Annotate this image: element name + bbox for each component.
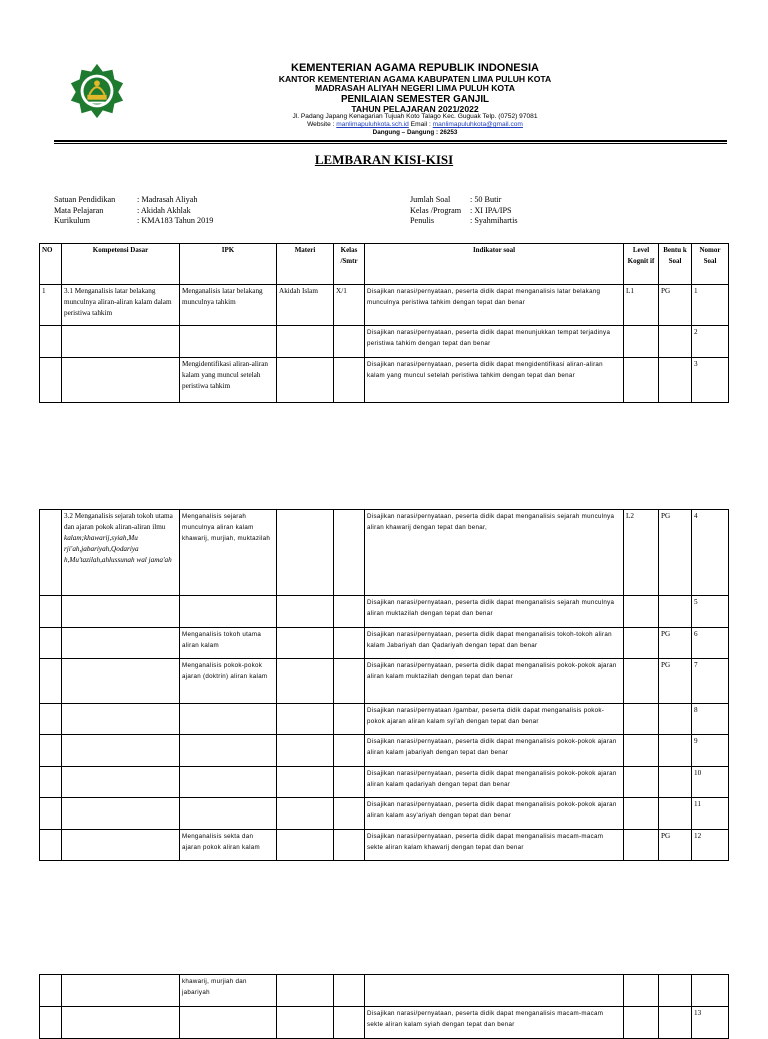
table-header-row xyxy=(40,244,729,285)
table-row: Disajikan narasi/pernyataan, peserta didik dapat menganalisis pokok-pokok ajaran aliran kalam jabariyah dengan tepat dan benar 9 xyxy=(40,735,729,767)
header-school: MADRASAH ALIYAH NEGERI LIMA PULUH KOTA xyxy=(315,83,515,93)
kemenag-logo xyxy=(68,62,126,120)
table-row: Disajikan narasi/pernyataan, peserta didik dapat menganalisis macam-macam sekte aliran kalam syiah dengan tepat dan benar 13 xyxy=(40,1007,729,1039)
table-row: Disajikan narasi/pernyataan, peserta didik dapat menunjukkan tempat terjadinya peristiwa tahkim dengan tepat dan benar 2 xyxy=(40,326,729,358)
header-assessment: PENILAIAN SEMESTER GANJIL xyxy=(340,94,490,105)
table-row: Disajikan narasi/pernyataan /gambar, peserta didik dapat menganalisis pokok-pokok ajaran aliran kalam syi'ah dengan tepat dan benar 8 xyxy=(40,704,729,735)
col-nomor: Nomor Soal xyxy=(692,244,729,285)
header-rule-thin xyxy=(54,143,727,144)
header-ministry: KEMENTERIAN AGAMA REPUBLIK INDONESIA xyxy=(291,62,539,74)
col-kelas: Kelas /Smtr xyxy=(334,244,365,285)
info-left: Satuan Pendidikan : Madrasah Aliyah Mata Pelajaran : Akidah Akhlak Kurikulum : KMA183 Tahun 2019 xyxy=(54,195,214,225)
col-materi: Materi xyxy=(277,244,334,285)
table-row: 3.2 Menganalisis sejarah tokoh utama dan ajaran pokok aliran-aliran ilmu kalam;khawarij,syiah,Mu rji'ah,jabariyah,Qodariya h,Mu'tazilah,ahlussunah wal jama'ah Menganalisis sejarah munculnya aliran kalam khawarij, murjiah, muktazilah Disajikan narasi/pernyataan, peserta didik dapat menganalisis sejarah munculnya aliran khawarij dengan tepat dan benar, L2 PG 4 xyxy=(40,510,729,596)
table-row: Menganalisis sekta dan ajaran pokok aliran kalam Disajikan narasi/pernyataan, peserta didik dapat menganalisis macam-macam sekte aliran kalam khawarij dengan tepat dan benar PG 12 xyxy=(40,830,729,861)
header-contact: Website : manlimapuluhkota.sch.id Email : manlimapuluhkota@gmail.com xyxy=(307,121,523,128)
kd-3-2: 3.2 Menganalisis sejarah tokoh utama dan ajaran pokok aliran-aliran ilmu kalam;khawarij,syiah,Mu rji'ah,jabariyah,Qodariya h,Mu'tazilah,ahlussunah wal jama'ah xyxy=(62,510,180,596)
document-title: LEMBARAN KISI-KISI xyxy=(314,152,454,167)
table-row: Mengidentifikasi aliran-aliran kalam yang muncul setelah peristiwa tahkim Disajikan narasi/pernyataan, peserta didik dapat mengidentifikasi aliran-aliran kalam yang muncul setelah peristiwa tahkim dengan tepat dan benar 3 xyxy=(40,358,729,403)
info-right: Jumlah Soal : 50 Butir Kelas /Program : XI IPA/IPS Penulis : Syahmihartis xyxy=(410,195,518,225)
kisi-table-3 xyxy=(39,974,729,1039)
table-row: Menganalisis pokok-pokok ajaran (doktrin) aliran kalam Disajikan narasi/pernyataan, peserta didik dapat menganalisis pokok-pokok ajaran aliran kalam muktazilah dengan tepat dan benar PG 7 xyxy=(40,659,729,704)
header-office: KANTOR KEMENTERIAN AGAMA KABUPATEN LIMA PULUH KOTA xyxy=(278,74,552,84)
table-row: Disajikan narasi/pernyataan, peserta didik dapat menganalisis pokok-pokok ajaran aliran kalam asy'ariyah dengan tepat dan benar 11 xyxy=(40,798,729,830)
col-bentuk: Bentu k Soal xyxy=(659,244,692,285)
col-no: NO xyxy=(40,244,62,285)
col-level: Level Kognit if xyxy=(624,244,659,285)
table-row: Disajikan narasi/pernyataan, peserta didik dapat menganalisis sejarah munculnya aliran muktazilah dengan tepat dan benar 5 xyxy=(40,596,729,628)
kisi-table-2 xyxy=(39,509,729,861)
table-row: khawarij, murjiah dan jabariyah xyxy=(40,975,729,1007)
col-indikator: Indikator soal xyxy=(365,244,624,285)
col-kd: Kompetensi Dasar xyxy=(62,244,180,285)
header-year: TAHUN PELAJARAN 2021/2022 xyxy=(351,104,479,114)
table-row: 1 3.1 Menganalisis latar belakang munculnya aliran-aliran kalam dalam peristiwa tahkim Menganalisis latar belakang munculnya tahkim Akidah Islam X/1 Disajikan narasi/pernyataan, peserta didik dapat menganalisis latar belakang munculnya peristiwa tahkim dengan tepat dan benar L1 PG 1 xyxy=(40,285,729,326)
email-link[interactable]: manlimapuluhkota@gmail.com xyxy=(432,121,523,128)
header-postal: Dangung – Dangung : 26253 xyxy=(372,129,458,136)
table-row: Disajikan narasi/pernyataan, peserta didik dapat menganalisis pokok-pokok ajaran aliran kalam qadariyah dengan tepat dan benar 10 xyxy=(40,767,729,798)
kisi-table-1 xyxy=(39,243,729,403)
header-rule xyxy=(54,140,727,142)
website-link[interactable]: manlimapuluhkota.sch.id xyxy=(336,121,409,128)
header-address: Jl. Padang Japang Kenagarian Tujuah Koto Talago Kec. Guguak Telp. (0752) 97081 xyxy=(292,113,538,120)
table-row: Menganalisis tokoh utama aliran kalam Disajikan narasi/pernyataan, peserta didik dapat menganalisis tokoh-tokoh aliran kalam Jabariyah dan Qadariyah dengan tepat dan benar PG 6 xyxy=(40,628,729,659)
col-ipk: IPK xyxy=(180,244,277,285)
